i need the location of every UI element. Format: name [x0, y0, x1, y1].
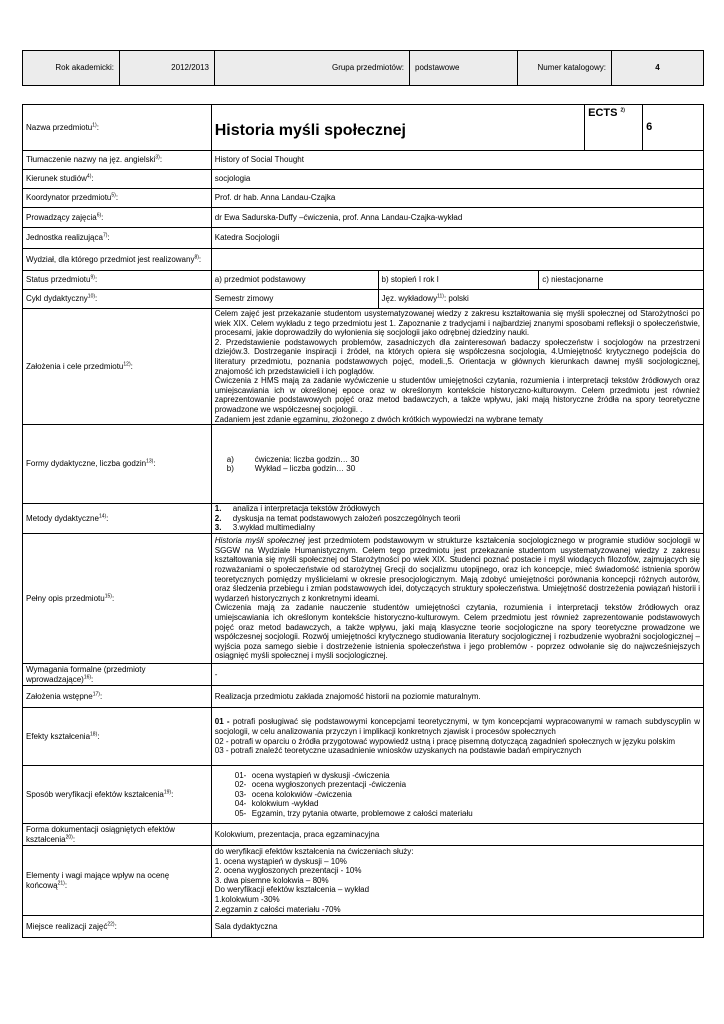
cycle-label-cell: Cykl dydaktyczny$^{10)}$: [23, 290, 212, 309]
effect-03: 03 - potrafi znaleźć teoretyczne uzasadnienie wniosków uzyskanych na podstawie badań empirycznych [214, 746, 582, 756]
desc-paragraph-2: Ćwiczenia mają za zadanie nauczenie studentów umiejętności czytania, rozumienia i interpretacji tekstów źródłowych oraz umiejscawiania ich określonym kontekście historyczno-kulturowym. Celem przedmiotu jest również zaprezentowanie podstawowych pojęć oraz metod badawczych, a także wpływu, jaki mają klasyczne teorie socjologiczne na spory teoretyczne prowadzone we współczesnej socjologii. Rozwój umiejętności krytycznego studiowania literatury socjologicznej i rozbudzenie wyobraźni socjologicznej – wyjścia poza samego siebie i dostrzeżenie istnienia społeczeństwa i jego problemów - poprzez odwołanie się do najwcześniejszych osiągnięć myśli społecznej i myśli socjologicznej. [214, 603, 700, 661]
weights-cell [211, 846, 703, 916]
weights-line: 2. ocena wygłoszonych prezentacji - 10% [214, 866, 362, 876]
desc-text [211, 534, 703, 664]
list-item: 03- ocena kolokwiów -ćwiczenia [234, 789, 352, 799]
weights-line: 3. dwa pisemne kolokwia – 80% [214, 875, 329, 885]
academic-year-label: Rok akademicki: [23, 51, 120, 86]
group-label: Grupa przedmiotów: [215, 51, 410, 86]
list-item: 1. analiza i interpretacja tekstów źródłowych [214, 504, 380, 514]
list-item: b) Wykład – liczba godzin… 30 [226, 464, 356, 474]
catalog-label: Numer katalogowy: [518, 51, 612, 86]
faculty-value [211, 249, 703, 271]
language-cell: Jęz. wykładowy$^{11)}$: polski [378, 290, 704, 309]
forms-cell [211, 425, 703, 504]
academic-year-value: 2012/2013 [120, 51, 215, 86]
weights-line: 2.egzamin z całości materiału -70% [214, 904, 341, 914]
effects-label-cell: Efekty kształcenia$^{18)}$: [23, 708, 212, 766]
cycle-value: Semestr zimowy [211, 290, 378, 309]
prereq-value: Realizacja przedmiotu zakłada znajomość historii na poziomie maturalnym. [211, 686, 703, 708]
list-item: a) ćwiczenia: liczba godzin… 30 [226, 454, 360, 464]
unit-value: Katedra Socjologii [211, 228, 703, 249]
list-item: 01- ocena wystąpień w dyskusji -ćwiczenia [234, 770, 390, 780]
methods-label-cell: Metody dydaktyczne$^{14)}$: [23, 504, 212, 534]
methods-cell [211, 504, 703, 534]
weights-line: Do weryfikacji efektów kształcenia – wykład [214, 885, 370, 895]
forms-list [215, 455, 700, 474]
methods-list [215, 504, 700, 533]
course-table [22, 104, 704, 938]
desc-paragraph-1: Historia myśli społecznej jest przedmiotem podstawowym w strukturze kształcenia socjologicznego w programie studiów socjologii w SGGW na Wydziale Humanistycznym. Celem tego przedmiotu jest przekazanie studentom usystematyzowanej wiedzy z zakresu kształtowania się myśli społecznej od Starożytności po wiek XIX. Studenci poznać postacie i myśl wiodących filozofów, zajmujących się rozważaniami o społeczeństwie od starożytnej Grecji do socjalizmu utopijnego, oraz ich koncepcje, mieć świadomość istnienia sporów teoretycznych pomiędzy myślicielami w okresie presocjologicznym. Mają zdobyć umiejętności porównania koncepcji różnych autorów, oraz śledzenia przebiegu i zmian podstawowych idei, dotyczących struktury społeczeństwa. Umiejętność dostrzeżenia powiązań historii i wydarzeń historycznych z konkretnymi ideami. [214, 536, 701, 603]
formal-label-cell: Wymagania formalne (przedmioty wprowadzające)$^{16)}$: [23, 664, 212, 686]
goals-label-cell: Założenia i cele przedmiotu$^{12)}$: [23, 309, 212, 425]
docs-value: Kolokwium, prezentacja, praca egzaminacyjna [211, 824, 703, 846]
field-value: socjologia [211, 170, 703, 189]
unit-label-cell: Jednostka realizująca$^{7)}$: [23, 228, 212, 249]
list-item: 02- ocena wygłoszonych prezentacji -ćwiczenia [234, 780, 407, 790]
catalog-value: 4 [612, 51, 704, 86]
prereq-label-cell: Założenia wstępne$^{17)}$: [23, 686, 212, 708]
teachers-label-cell: Prowadzący zajęcia$^{6)}$: [23, 208, 212, 228]
translation-value: History of Social Thought [211, 151, 703, 170]
weights-label-cell: Elementy i wagi mające wpływ na ocenę końcową$^{21)}$: [23, 846, 212, 916]
header-table [22, 50, 704, 86]
verif-cell [211, 766, 703, 824]
effect-02: 02 - potrafi w oparciu o źródła przygotować wypowiedź ustną i pracę pisemną dotyczącą zagadnień społecznych w języku polskim [214, 736, 675, 746]
status-a: a) przedmiot podstawowy [211, 271, 378, 290]
formal-value: - [211, 664, 703, 686]
place-value: Sala dydaktyczna [211, 916, 703, 938]
ects-value: 6 [643, 105, 704, 151]
list-item: 05- Egzamin, trzy pytania otwarte, problemowe z całości materiału [234, 809, 473, 819]
course-title: Historia myśli społecznej [211, 105, 584, 151]
status-b: b) stopień I rok I [378, 271, 539, 290]
status-label-cell: Status przedmiotu$^{9)}$: [23, 271, 212, 290]
goals-paragraph-4: Zadaniem jest zdanie egzaminu, złożonego z dwóch krótkich wypowiedzi na wybrane tematy [214, 414, 543, 424]
goals-paragraph-2: 2. Przedstawienie podstawowych problemów, zasadniczych dla zainteresowań badaczy społeczeństw i socjologów na przestrzeni dziejów.3. Dostrzeganie inspiracji i źródeł, na których opiera się współczesna socjologia, 4.Umiejętność krytycznego podejścia do literatury przedmiotu, poznania podstawowych pojęć, modeli.,5. Orientacja w głównych kierunkach dawnej myśli socjologicznej, znajomość ich przedstawicieli i ich poglądów. [214, 337, 700, 376]
faculty-label-cell: Wydział, dla którego przedmiot jest realizowany$^{8)}$: [23, 249, 212, 271]
weights-line: 1. ocena wystąpień w dyskusji – 10% [214, 856, 347, 866]
docs-label-cell: Forma dokumentacji osiągniętych efektów kształcenia$^{20)}$: [23, 824, 212, 846]
weights-line: do weryfikacji efektów kształcenia na ćwiczeniach służy: [214, 847, 414, 857]
status-c: c) niestacjonarne [539, 271, 704, 290]
weights-line: 1.kolokwium -30% [214, 895, 280, 905]
ects-label-cell: ECTS $^{2)}$ [585, 105, 643, 151]
translation-label-cell: Tłumaczenie nazwy na jęz. angielski$^{3)}$: [23, 151, 212, 170]
forms-label-cell: Formy dydaktyczne, liczba godzin$^{13)}$: [23, 425, 212, 504]
coordinator-value: Prof. dr hab. Anna Landau-Czajka [211, 189, 703, 208]
goals-text [211, 309, 703, 425]
name-label-cell: Nazwa przedmiotu$^{1)}$: [23, 105, 212, 151]
desc-label-cell: Pełny opis przedmiotu$^{15)}$: [23, 534, 212, 664]
verif-list [215, 771, 700, 819]
coordinator-label-cell: Koordynator przedmiotu$^{5)}$: [23, 189, 212, 208]
list-item: 2. dyskusja na temat podstawowych założeń poszczególnych teorii [214, 513, 461, 523]
verif-label-cell: Sposób weryfikacji efektów kształcenia$^{19)}$: [23, 766, 212, 824]
effect-01: 01 - potrafi posługiwać się podstawowymi koncepcjami teoretycznymi, w tym koncepcjami wypracowanymi w ramach subdyscyplin w socjologii, w celu analizowania przyczyn i implikacji konkretnych zjawisk i procesów społecznych [214, 717, 700, 737]
list-item: 3. 3.wykład multimedialny [214, 523, 316, 533]
goals-paragraph-3: Ćwiczenia z HMS mają za zadanie wyćwiczenie u studentów umiejętności czytania, rozumienia i interpretacji tekstów źródłowych oraz umiejscawiania ich w określonej epoce oraz w określonym kontekście historyczno-kulturowym. Celem przedmiotu jest również zaprezentowanie podstawowych pojęć oraz metod badawczych, a także wpływu, jaki mają historyczne źródła na spory teoretyczne prowadzone we współczesnej socjologii. . [214, 376, 700, 414]
field-label-cell: Kierunek studiów$^{4)}$: [23, 170, 212, 189]
list-item: 04- kolokwium -wykład [234, 799, 319, 809]
place-label-cell: Miejsce realizacji zajęć$^{22)}$: [23, 916, 212, 938]
teachers-value: dr Ewa Sadurska-Duffy –ćwiczenia, prof. Anna Landau-Czajka-wykład [211, 208, 703, 228]
goals-paragraph-1: Celem zajęć jest przekazanie studentom usystematyzowanej wiedzy z zakresu kształtowania się myśli społecznej od Starożytności po wiek XIX. Celem wykładu z tego przedmiotu jest 1. Zapoznanie z tradycjami i najbardziej znanymi sposobami refleksji o społeczeństwie, procesami, jakie doprowadziły do wyłonienia się socjologii jako odrębnej dziedziny nauki. [214, 309, 700, 338]
group-value: podstawowe [410, 51, 518, 86]
effects-text [211, 708, 703, 766]
